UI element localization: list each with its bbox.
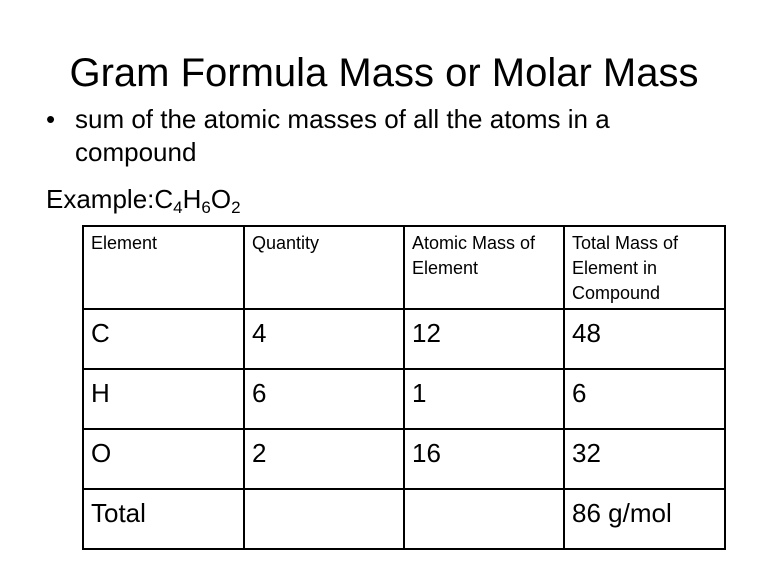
header-total-mass: Total Mass of Element in Compound	[564, 226, 725, 309]
header-element: Element	[83, 226, 244, 309]
bullet-point	[46, 103, 726, 169]
header-atomic-mass: Atomic Mass of Element	[404, 226, 564, 309]
bullet-text: sum of the atomic masses of all the atoms in a compound	[75, 104, 610, 167]
cell-quantity: 4	[244, 309, 404, 369]
formula-element-h: H	[182, 184, 202, 214]
cell-empty	[404, 489, 564, 549]
bullet-symbol: •	[46, 104, 56, 134]
cell-quantity: 2	[244, 429, 404, 489]
cell-empty	[244, 489, 404, 549]
cell-atomic-mass: 1	[404, 369, 564, 429]
cell-total-mass: 6	[564, 369, 725, 429]
table-row	[83, 429, 725, 489]
cell-element: C	[83, 309, 244, 369]
table-header-row	[83, 226, 725, 309]
cell-atomic-mass: 16	[404, 429, 564, 489]
cell-element: H	[83, 369, 244, 429]
cell-element: O	[83, 429, 244, 489]
cell-atomic-mass: 12	[404, 309, 564, 369]
table-row	[83, 309, 725, 369]
table-row	[83, 369, 725, 429]
cell-total-mass: 48	[564, 309, 725, 369]
formula-element-o: O	[210, 184, 232, 214]
formula-subscript-h: 6	[201, 198, 211, 217]
cell-total-label: Total	[83, 489, 244, 549]
formula-subscript-c: 4	[173, 198, 183, 217]
example-formula	[46, 182, 241, 216]
cell-quantity: 6	[244, 369, 404, 429]
molar-mass-table	[82, 225, 726, 550]
example-label: Example:	[46, 184, 155, 214]
formula-element-c: C	[154, 184, 174, 214]
cell-total-mass: 32	[564, 429, 725, 489]
formula-subscript-o: 2	[231, 198, 241, 217]
table-total-row	[83, 489, 725, 549]
cell-total-molar-mass: 86 g/mol	[564, 489, 725, 549]
slide-title: Gram Formula Mass or Molar Mass	[69, 51, 699, 95]
header-quantity: Quantity	[244, 226, 404, 309]
